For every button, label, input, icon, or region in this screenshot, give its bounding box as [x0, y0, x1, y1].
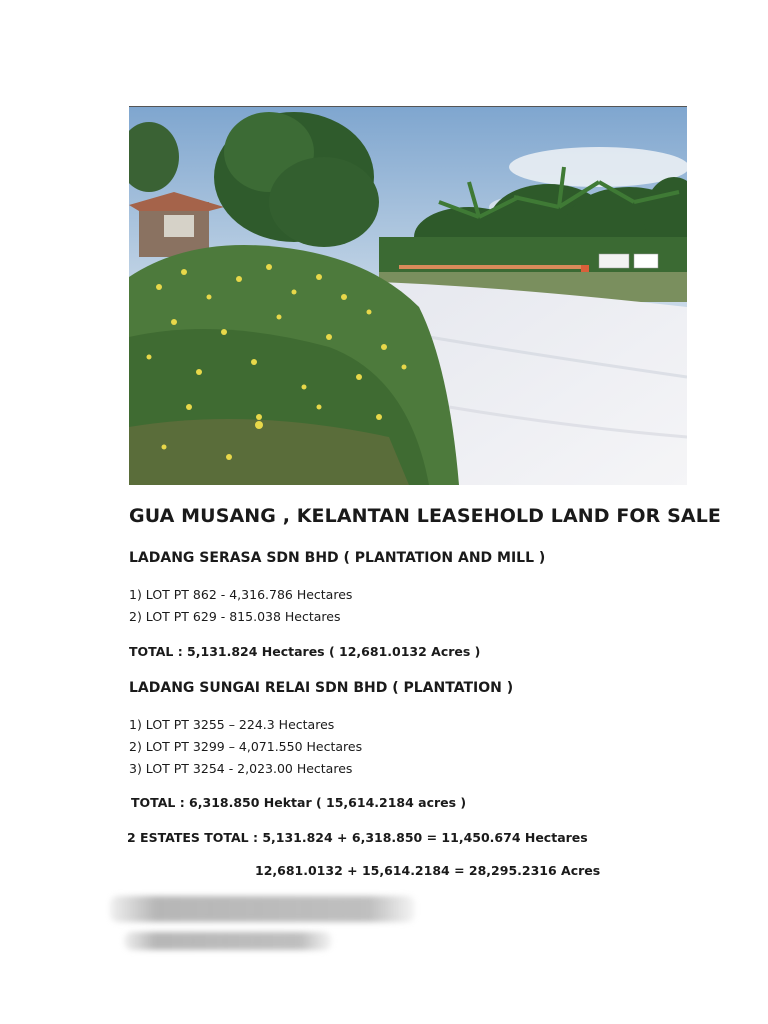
estate1-lot-1: 1) LOT PT 862 - 4,316.786 Hectares: [129, 587, 353, 602]
estate2-name: LADANG SUNGAI RELAI SDN BHD ( PLANTATION ): [129, 680, 514, 696]
estate1-lot-2: 2) LOT PT 629 - 815.038 Hectares: [129, 609, 341, 624]
estate2-lot-2: 2) LOT PT 3299 – 4,071.550 Hectares: [129, 739, 363, 754]
redaction-smudge-1: [110, 896, 415, 922]
grand-total-acres: 12,681.0132 + 15,614.2184 = 28,295.2316 Acres: [255, 863, 601, 878]
plantation-road-photo: [129, 106, 687, 485]
redaction-smudge-2: [124, 932, 332, 950]
estate1-name: LADANG SERASA SDN BHD ( PLANTATION AND MILL ): [129, 550, 546, 566]
estate2-lot-3: 3) LOT PT 3254 - 2,023.00 Hectares: [129, 761, 353, 776]
estate2-total: TOTAL : 6,318.850 Hektar ( 15,614.2184 acres ): [131, 795, 467, 810]
grand-total-hectares: 2 ESTATES TOTAL : 5,131.824 + 6,318.850 = 11,450.674 Hectares: [127, 830, 588, 845]
page-title: GUA MUSANG , KELANTAN LEASEHOLD LAND FOR SALE: [129, 505, 721, 527]
estate1-total: TOTAL : 5,131.824 Hectares ( 12,681.0132 Acres ): [129, 644, 481, 659]
photo-illustration: [129, 107, 687, 485]
estate2-lot-1: 1) LOT PT 3255 – 224.3 Hectares: [129, 717, 335, 732]
